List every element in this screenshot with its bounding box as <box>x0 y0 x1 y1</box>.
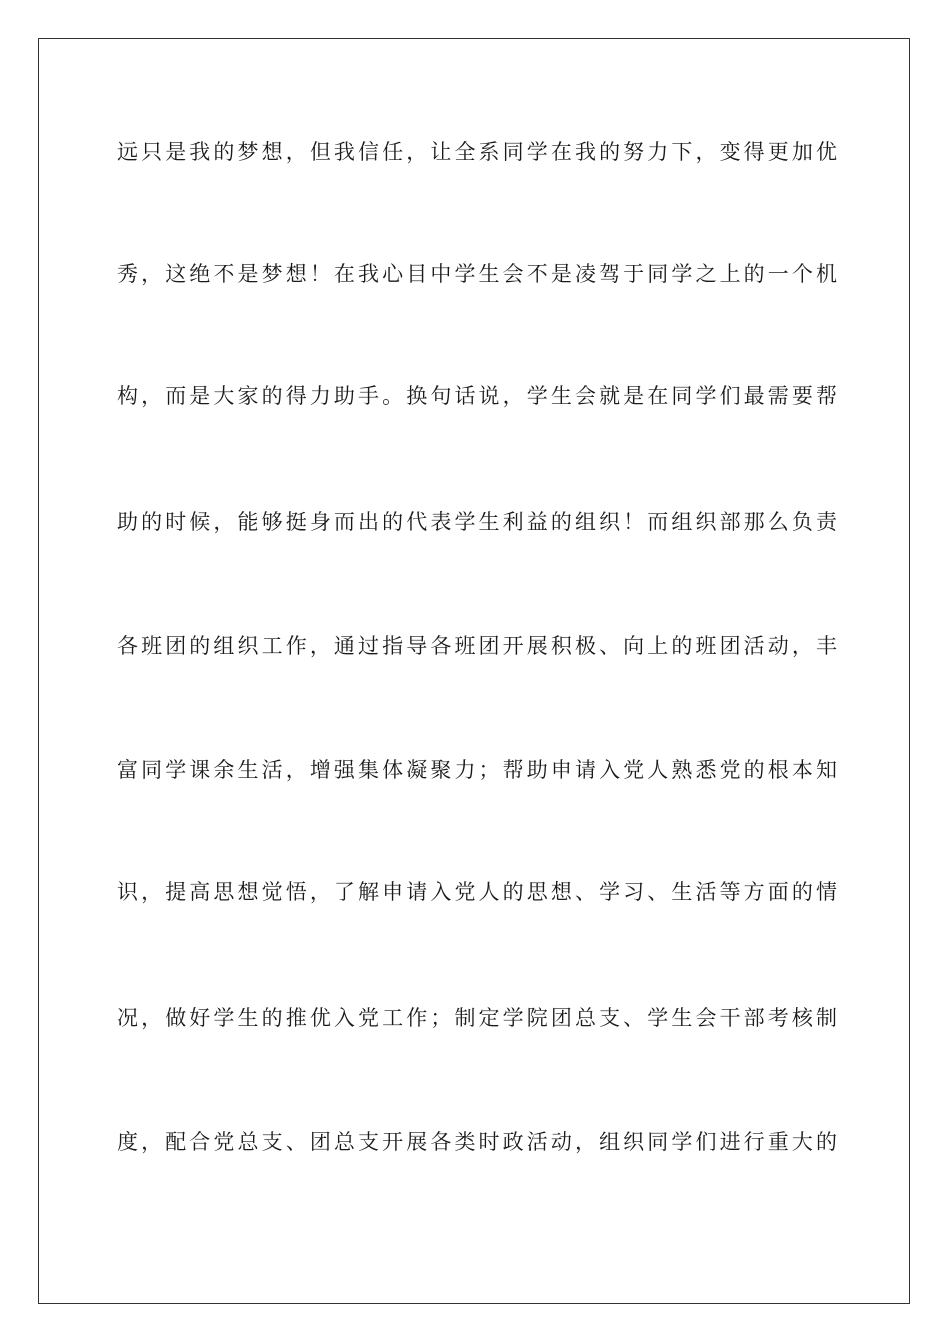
text-line: 富同学课余生活，增强集体凝聚力；帮助申请入党人熟悉党的根本知 <box>117 758 837 782</box>
text-line: 度，配合党总支、团总支开展各类时政活动，组织同学们进行重大的 <box>117 1130 837 1154</box>
text-line: 构，而是大家的得力助手。换句话说，学生会就是在同学们最需要帮 <box>117 384 837 408</box>
text-line: 助的时候，能够挺身而出的代表学生利益的组织！而组织部那么负责 <box>117 510 837 534</box>
text-line: 识，提高思想觉悟，了解申请入党人的思想、学习、生活等方面的情 <box>117 880 837 904</box>
text-line: 况，做好学生的推优入党工作；制定学院团总支、学生会干部考核制 <box>117 1006 837 1030</box>
text-line: 各班团的组织工作，通过指导各班团开展积极、向上的班团活动，丰 <box>117 634 837 658</box>
text-line: 远只是我的梦想，但我信任，让全系同学在我的努力下，变得更加优 <box>117 140 837 164</box>
text-line: 秀，这绝不是梦想！在我心目中学生会不是凌驾于同学之上的一个机 <box>117 262 837 286</box>
page-frame <box>38 38 910 1304</box>
